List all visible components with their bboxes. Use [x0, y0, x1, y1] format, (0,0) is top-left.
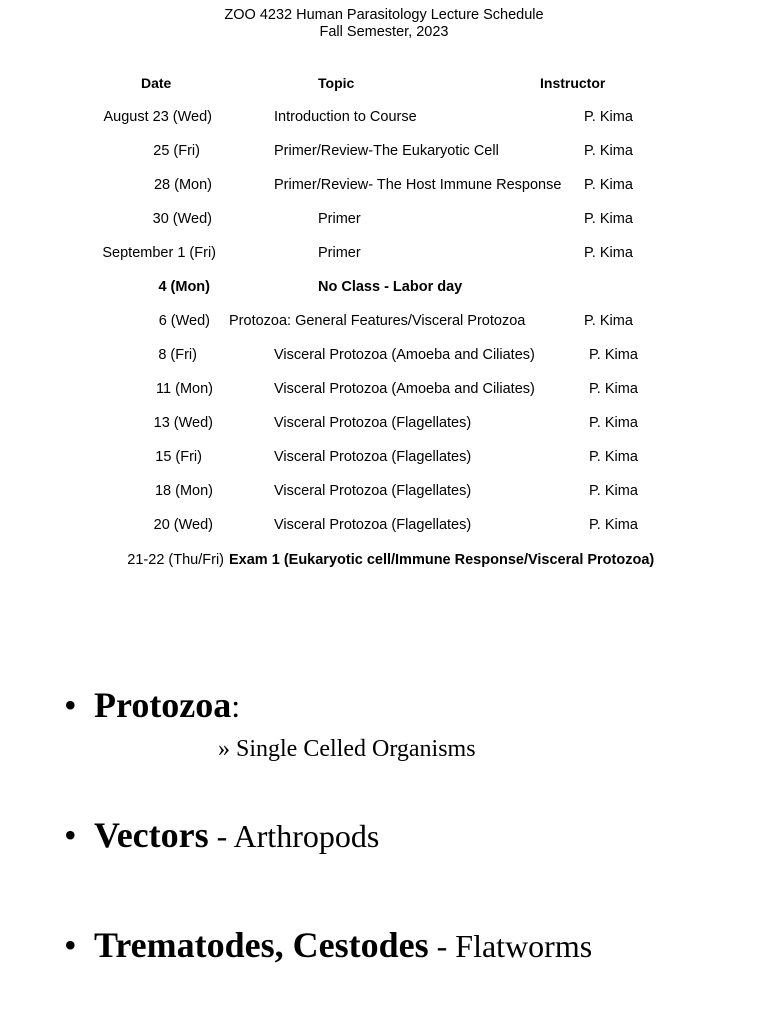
column-header-date: Date [141, 75, 172, 91]
schedule-row [0, 311, 768, 331]
row-topic: Visceral Protozoa (Flagellates) [274, 483, 472, 499]
row-date: September 1 (Fri) [102, 245, 216, 261]
bullet-term: Protozoa [94, 685, 232, 725]
row-instructor: P. Kima [589, 483, 638, 499]
row-instructor: P. Kima [589, 347, 638, 363]
row-instructor: P. Kima [584, 211, 633, 227]
row-instructor: P. Kima [584, 313, 633, 329]
schedule-row [0, 209, 768, 229]
row-date: 15 (Fri) [155, 449, 202, 465]
row-date: 6 (Wed) [158, 313, 210, 329]
row-topic: Visceral Protozoa (Amoeba and Ciliates) [274, 381, 535, 397]
schedule-row [0, 345, 768, 365]
bullet-icon: • [64, 685, 77, 725]
row-date: 21-22 (Thu/Fri) [127, 552, 224, 568]
schedule-row [0, 141, 768, 161]
schedule-row [0, 243, 768, 263]
bullet-icon: • [64, 925, 77, 965]
schedule-row [0, 175, 768, 195]
row-topic: Visceral Protozoa (Flagellates) [274, 517, 472, 533]
row-topic: Visceral Protozoa (Amoeba and Ciliates) [274, 347, 535, 363]
row-date: 28 (Mon) [153, 177, 212, 193]
row-topic: Protozoa: General Features/Visceral Protozoa [229, 313, 526, 329]
row-instructor: P. Kima [584, 143, 633, 159]
row-instructor: P. Kima [589, 449, 638, 465]
row-topic: Visceral Protozoa (Flagellates) [274, 449, 472, 465]
row-instructor: P. Kima [589, 415, 638, 431]
row-date: 4 (Mon) [158, 279, 210, 295]
row-topic: Primer [318, 211, 361, 227]
row-instructor: P. Kima [584, 109, 633, 125]
bullet-term: Trematodes, Cestodes [94, 925, 429, 965]
column-header-topic: Topic [318, 75, 355, 91]
row-date: 30 (Wed) [152, 211, 212, 227]
row-instructor: P. Kima [589, 381, 638, 397]
bullet-definition: Arthropods [233, 818, 380, 854]
bullet-subitem: » Single Celled Organisms [218, 736, 476, 762]
schedule-row-holiday [0, 277, 768, 297]
bullet-separator: - [428, 928, 456, 964]
page-title: ZOO 4232 Human Parasitology Lecture Schedule [224, 7, 544, 23]
bullet-separator: - [208, 818, 234, 854]
row-instructor: P. Kima [584, 245, 633, 261]
schedule-row [0, 515, 768, 535]
row-topic: Primer/Review-The Eukaryotic Cell [274, 143, 499, 159]
row-topic: No Class - Labor day [318, 279, 463, 295]
row-instructor: P. Kima [584, 177, 633, 193]
row-date: 11 (Mon) [156, 381, 213, 397]
schedule-row [0, 413, 768, 433]
row-date: 20 (Wed) [153, 517, 213, 533]
row-topic: Primer [318, 245, 361, 261]
column-header-instructor: Instructor [540, 75, 606, 91]
schedule-row [0, 481, 768, 501]
schedule-row [0, 379, 768, 399]
row-date: 25 (Fri) [153, 143, 200, 159]
schedule-row [0, 107, 768, 127]
row-date: 13 (Wed) [153, 415, 213, 431]
bullet-separator: : [231, 688, 241, 724]
row-date: 18 (Mon) [154, 483, 213, 499]
row-topic: Introduction to Course [274, 109, 417, 125]
schedule-row [0, 447, 768, 467]
row-date: August 23 (Wed) [103, 109, 212, 125]
row-instructor: P. Kima [589, 517, 638, 533]
schedule-row-exam [0, 550, 768, 570]
bullet-icon: • [64, 815, 77, 855]
bullet-term: Vectors [94, 815, 209, 855]
row-topic: Primer/Review- The Host Immune Response [274, 177, 562, 193]
semester-subtitle: Fall Semester, 2023 [319, 24, 449, 40]
row-topic: Visceral Protozoa (Flagellates) [274, 415, 472, 431]
bullet-definition: Flatworms [455, 928, 593, 964]
row-date: 8 (Fri) [158, 347, 197, 363]
row-topic: Exam 1 (Eukaryotic cell/Immune Response/Visceral Protozoa) [229, 552, 655, 568]
